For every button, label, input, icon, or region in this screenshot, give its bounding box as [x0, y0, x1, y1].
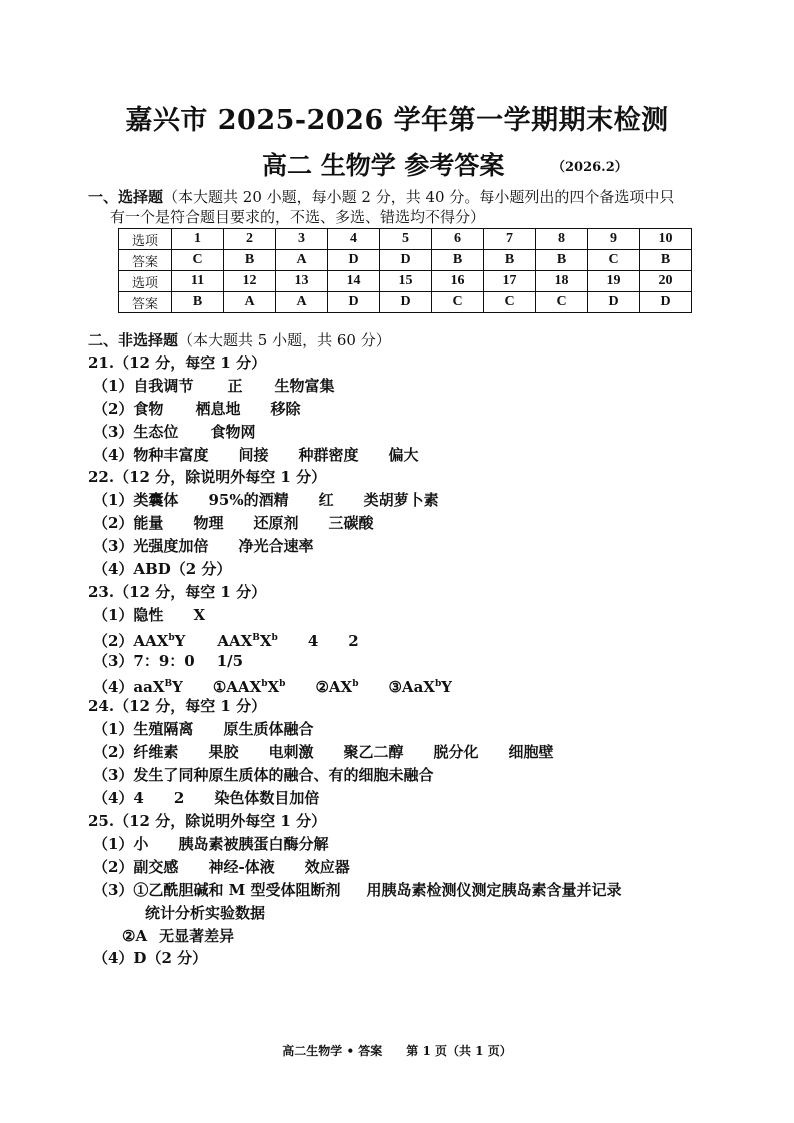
table-cell: 16 [432, 271, 484, 292]
table-cell: 17 [484, 271, 536, 292]
answer-text: （2）纤维素 [93, 743, 179, 761]
superscript: b [168, 633, 175, 643]
answer-text: 95%的酒精 [208, 491, 289, 509]
section1-heading [88, 186, 674, 208]
table-cell: B [172, 292, 224, 313]
answer-text: 原生质体融合 [223, 720, 314, 738]
q25-line-3b [145, 902, 265, 924]
superscript: b [271, 633, 278, 643]
table-cell: 19 [588, 271, 640, 292]
answer-text: （4）D（2 分） [93, 949, 208, 967]
row-label: 选项 [119, 229, 172, 250]
table-cell: 20 [640, 271, 692, 292]
q24-line-4 [93, 787, 319, 809]
answer-text: （3）发生了同种原生质体的融合、有的细胞未融合 [93, 766, 434, 784]
table-cell: 5 [380, 229, 432, 250]
table-cell: B [640, 250, 692, 271]
genotype: X [259, 632, 272, 650]
q24-heading: 24.（12 分，每空 1 分） [88, 697, 267, 715]
superscript: b [261, 679, 268, 689]
answer-text: （3）7：9：0 [93, 652, 195, 670]
table-cell: B [432, 250, 484, 271]
answer-text: 2 [173, 789, 185, 807]
answer-text: 统计分析实验数据 [145, 904, 266, 922]
answer-text: （2）副交感 [93, 858, 179, 876]
genotype: Y [172, 678, 183, 696]
answer-text: 间接 [238, 446, 269, 464]
genotype: ③AaX [388, 678, 435, 696]
table-cell: 15 [380, 271, 432, 292]
answer-text: （3）①乙酰胆碱和 M 型受体阻断剂 [93, 881, 341, 899]
genotype: AAX [217, 632, 253, 650]
section2-heading [88, 329, 391, 351]
table-cell: D [380, 292, 432, 313]
q21-line-3 [93, 421, 255, 443]
table-cell: C [588, 250, 640, 271]
answer-text: （1）类囊体 [93, 491, 179, 509]
table-cell: B [536, 250, 588, 271]
q22-line-3 [93, 535, 313, 557]
answer-text: （3）生态位 [93, 423, 179, 441]
answer-text: （3）光强度加倍 [93, 537, 209, 555]
table-cell: A [276, 250, 328, 271]
q23-line-2 [93, 627, 359, 652]
q22-heading: 22.（12 分，除说明外每空 1 分） [88, 468, 327, 486]
table-cell: 3 [276, 229, 328, 250]
table-cell: 7 [484, 229, 536, 250]
answer-text: 生物富集 [274, 377, 335, 395]
table-cell: D [640, 292, 692, 313]
answer-text: 三碳酸 [328, 514, 374, 532]
answer-text: 物理 [193, 514, 224, 532]
q25-heading: 25.（12 分，除说明外每空 1 分） [88, 812, 327, 830]
answer-text: 食物网 [210, 423, 256, 441]
superscript: b [279, 679, 286, 689]
answer-text: （4）物种丰富度 [93, 446, 209, 464]
genotype: X [267, 678, 280, 696]
section2-title: 二、非选择题 [88, 331, 179, 349]
answer-text: 类胡萝卜素 [363, 491, 439, 509]
q21-line-2 [93, 398, 300, 420]
genotype: ①AAX [212, 678, 262, 696]
answer-text: 细胞壁 [508, 743, 554, 761]
table-cell: 1 [172, 229, 224, 250]
answer-text: ②A [122, 927, 148, 945]
table-cell: 4 [328, 229, 380, 250]
genotype: ②AX [315, 678, 353, 696]
page-number: 第 1 页（共 1 页） [406, 1044, 512, 1058]
genotype: （4）aaX [93, 678, 165, 696]
table-cell: D [328, 292, 380, 313]
answer-text: 1/5 [216, 652, 244, 670]
q23-line-3 [93, 650, 243, 672]
q25-line-4 [93, 947, 207, 969]
table-cell: C [172, 250, 224, 271]
answer-text: 果胶 [208, 743, 239, 761]
answer-text: 还原剂 [253, 514, 299, 532]
table-cell: 10 [640, 229, 692, 250]
table-cell: 13 [276, 271, 328, 292]
table-cell: A [224, 292, 276, 313]
table-cell: D [380, 250, 432, 271]
answer-text: 4 [307, 632, 319, 650]
table-cell: B [224, 250, 276, 271]
page-subtitle: 高二 生物学 参考答案 [262, 151, 505, 180]
table-cell: A [276, 292, 328, 313]
row-label: 答案 [119, 250, 172, 271]
q24-line-2 [93, 741, 554, 763]
answer-text: 净光合速率 [238, 537, 314, 555]
answer-text: 2 [348, 632, 359, 650]
table-cell: D [328, 250, 380, 271]
q22-line-4 [93, 558, 231, 580]
q23-heading: 23.（12 分，每空 1 分） [88, 583, 267, 601]
exam-date: （2026.2） [552, 160, 628, 175]
answer-text: 红 [318, 491, 334, 509]
section1-desc-2: 有一个是符合题目要求的，不选、多选、错选均不得分） [110, 208, 486, 226]
q25-line-3 [93, 879, 622, 901]
q24-line-3 [93, 764, 433, 786]
q22-line-2 [93, 512, 373, 534]
genotype: Y [441, 678, 452, 696]
answer-text: （4）4 [93, 789, 144, 807]
q21-heading: 21.（12 分，每空 1 分） [88, 354, 267, 372]
answer-text: 电刺激 [268, 743, 314, 761]
genotype: （2）AAX [93, 632, 169, 650]
table-cell: 11 [172, 271, 224, 292]
q25-line-3c [122, 925, 234, 947]
answer-text: 无显著差异 [159, 927, 235, 945]
superscript: B [252, 633, 260, 643]
answer-text: 聚乙二醇 [343, 743, 404, 761]
answer-text: （1）隐性 [93, 606, 164, 624]
answer-text: 脱分化 [433, 743, 479, 761]
table-cell: B [484, 250, 536, 271]
table-row [119, 292, 692, 313]
table-row [119, 250, 692, 271]
answer-table [118, 228, 692, 313]
answer-text: （1）生殖隔离 [93, 720, 194, 738]
q24-line-1 [93, 718, 313, 740]
table-cell: 9 [588, 229, 640, 250]
answer-text: 种群密度 [298, 446, 359, 464]
section1-desc-1: （本大题共 20 小题，每小题 2 分，共 40 分。每小题列出的四个备选项中只 [163, 188, 675, 206]
table-cell: 18 [536, 271, 588, 292]
page-footer [0, 1042, 794, 1059]
answer-text: （2）能量 [93, 514, 164, 532]
table-row [119, 271, 692, 292]
answer-text: 用胰岛素检测仪测定胰岛素含量并记录 [366, 881, 622, 899]
table-row [119, 229, 692, 250]
table-cell: D [588, 292, 640, 313]
table-cell: 6 [432, 229, 484, 250]
table-cell: 2 [224, 229, 276, 250]
table-cell: 12 [224, 271, 276, 292]
superscript: b [352, 679, 359, 689]
section2-desc: （本大题共 5 小题，共 60 分） [178, 331, 391, 349]
answer-text: （1）自我调节 [93, 377, 194, 395]
answer-text: 栖息地 [195, 400, 241, 418]
answer-text: 正 [227, 377, 243, 395]
q22-line-1 [93, 489, 439, 511]
superscript: b [434, 679, 442, 689]
answer-text: X [193, 606, 206, 624]
table-cell: 14 [328, 271, 380, 292]
table-cell: 8 [536, 229, 588, 250]
answer-text: 效应器 [304, 858, 350, 876]
answer-text: 神经-体液 [208, 858, 275, 876]
section1-title: 一、选择题 [88, 188, 164, 206]
row-label: 选项 [119, 271, 172, 292]
answer-text: 移除 [270, 400, 301, 418]
superscript: B [164, 679, 173, 689]
answer-text: 偏大 [388, 446, 419, 464]
answer-text: （4）ABD（2 分） [93, 560, 232, 578]
answer-text: 胰岛素被胰蛋白酶分解 [178, 835, 329, 853]
answer-text: 染色体数目加倍 [214, 789, 320, 807]
table-cell: C [432, 292, 484, 313]
table-cell: C [484, 292, 536, 313]
answer-text: （2）食物 [93, 400, 164, 418]
q25-line-2 [93, 856, 350, 878]
q21-line-1 [93, 375, 334, 397]
page-title: 嘉兴市 2025-2026 学年第一学期期末检测 [125, 105, 669, 136]
q21-line-4 [93, 444, 419, 466]
row-label: 答案 [119, 292, 172, 313]
table-cell: C [536, 292, 588, 313]
footer-text: 高二生物学 • 答案 [282, 1044, 383, 1058]
q23-line-1 [93, 604, 205, 626]
answer-text: （1）小 [93, 835, 149, 853]
q25-line-1 [93, 833, 328, 855]
genotype: Y [174, 632, 186, 650]
